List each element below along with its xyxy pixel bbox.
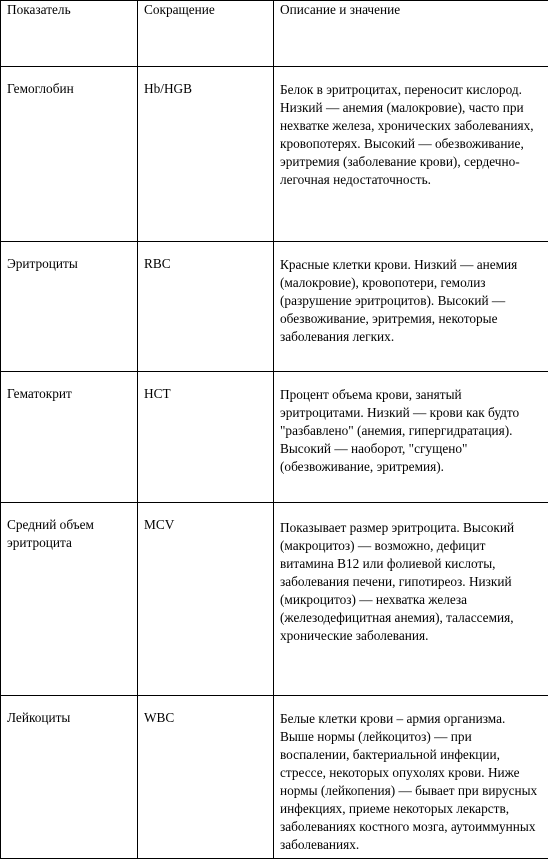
indicator-abbreviation: MCV [138,503,274,696]
header-description: Описание и значение [274,1,548,67]
indicator-abbreviation: RBC [138,242,274,372]
indicator-description: Белок в эритроцитах, переносит кислород. Низкий — анемия (малокровие), часто при нехватке железа, хронических заболеваниях, кровопотерях. Высокий — обезвоживание, эритремия (заболевание крови), сердечно-легочная недостаточность. [274,67,548,242]
table-row [1,503,548,696]
header-abbreviation: Сокращение [138,1,274,67]
indicator-description: Процент объема крови, занятый эритроцитами. Низкий — крови как будто "разбавлено" (анемия, гипергидратация). Высокий — наоборот, "сгущено" (обезвоживание, эритремия). [274,372,548,503]
indicator-name: Эритроциты [1,242,138,372]
table-row [1,372,548,503]
indicator-name: Гематокрит [1,372,138,503]
table-header-row [1,1,548,67]
table-row [1,696,548,859]
table-row [1,242,548,372]
indicator-description: Красные клетки крови. Низкий — анемия (малокровие), кровопотери, гемолиз (разрушение эритроцитов). Высокий — обезвоживание, эритремия, некоторые заболевания легких. [274,242,548,372]
indicator-name: Лейкоциты [1,696,138,859]
indicator-name: Средний объем эритроцита [1,503,138,696]
indicator-abbreviation: WBC [138,696,274,859]
header-indicator: Показатель [1,1,138,67]
table-row [1,67,548,242]
indicator-abbreviation: Hb/HGB [138,67,274,242]
indicator-description: Белые клетки крови – армия организма. Выше нормы (лейкоцитоз) — при воспалении, бактериальной инфекции, стрессе, некоторых опухолях крови. Ниже нормы (лейкопения) — бывает при вирусных инфекциях, приеме некоторых лекарств, заболеваниях костного мозга, аутоиммунных заболеваниях. [274,696,548,859]
indicator-description: Показывает размер эритроцита. Высокий (макроцитоз) — возможно, дефицит витамина B12 или фолиевой кислоты, заболевания печени, гипотиреоз. Низкий (микроцитоз) — нехватка железа (железодефицитная анемия), талассемия, хронические заболевания. [274,503,548,696]
indicator-abbreviation: HCT [138,372,274,503]
indicator-name: Гемоглобин [1,67,138,242]
